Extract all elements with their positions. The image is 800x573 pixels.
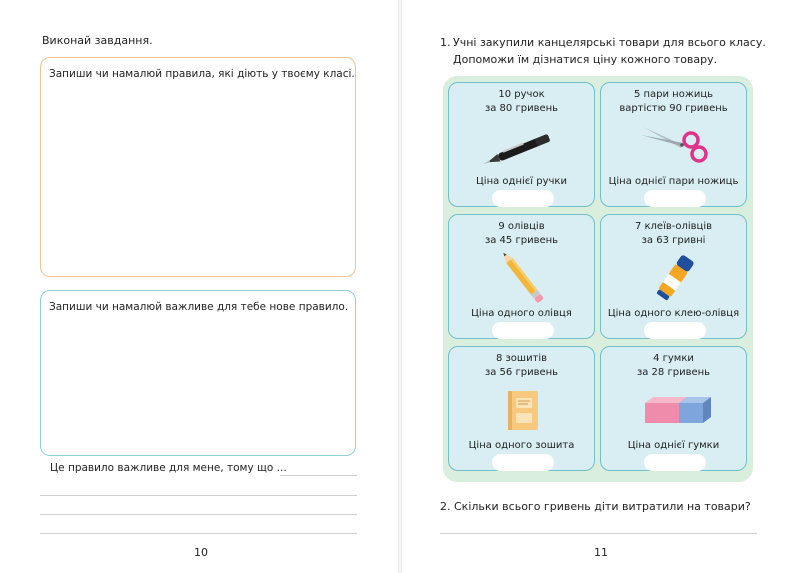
question-1-number: 1. <box>440 36 451 49</box>
product-price: за 63 гривні <box>641 235 706 246</box>
product-caption: Ціна однієї пари ножиць <box>608 176 739 187</box>
product-caption: Ціна однієї ручки <box>476 176 567 187</box>
product-card-scissors <box>600 82 747 207</box>
product-quantity: 5 пари ножиць <box>633 89 714 100</box>
answer-field[interactable] <box>492 190 554 207</box>
product-card-glue-sticks <box>600 214 747 339</box>
product-card-notebooks <box>448 346 595 471</box>
product-price: за 28 гривень <box>636 367 711 378</box>
product-caption: Ціна одного зошита <box>468 440 575 451</box>
question-2-text: Скільки всього гривень діти витратили на товари? <box>454 500 751 513</box>
rules-drawing-box[interactable] <box>40 57 356 277</box>
new-rule-box-prompt: Запиши чи намалюй важливе для тебе нове правило. <box>49 301 349 313</box>
question-2-number: 2. <box>440 500 451 513</box>
because-prompt: Це правило важливе для мене, тому що ... <box>50 462 287 474</box>
product-price: за 45 гривень <box>484 235 559 246</box>
question-1 <box>440 34 766 68</box>
product-price: за 56 гривень <box>484 367 559 378</box>
question-2 <box>440 500 751 513</box>
product-quantity: 8 зошитів <box>495 353 548 364</box>
new-rule-drawing-box[interactable] <box>40 290 356 456</box>
page-number-right: 11 <box>594 546 608 559</box>
eraser-icon <box>601 347 748 442</box>
answer-line[interactable] <box>40 533 357 534</box>
question-1-line-2: Допоможи їм дізнатися ціну кожного товару. <box>453 53 718 66</box>
notebook-icon <box>449 347 596 442</box>
question-1-line-1: Учні закупили канцелярські товари для всього класу. <box>453 36 766 49</box>
pencil-icon <box>449 215 596 310</box>
product-card-erasers <box>600 346 747 471</box>
answer-field[interactable] <box>644 190 706 207</box>
glue-stick-icon <box>601 215 748 310</box>
product-caption: Ціна однієї гумки <box>627 440 720 451</box>
scissors-icon <box>601 83 748 178</box>
rules-box-prompt: Запиши чи намалюй правила, які діють у твоєму класі. <box>49 68 355 80</box>
answer-line[interactable] <box>40 514 357 515</box>
product-quantity: 9 олівців <box>498 221 545 232</box>
answer-field[interactable] <box>492 322 554 339</box>
product-caption: Ціна одного олівця <box>471 308 572 319</box>
answer-field[interactable] <box>644 322 706 339</box>
product-quantity: 10 ручок <box>498 89 545 100</box>
answer-field[interactable] <box>492 454 554 471</box>
pen-icon <box>449 83 596 178</box>
task-header: Виконай завдання. <box>42 34 153 47</box>
products-panel <box>443 76 753 482</box>
product-caption: Ціна одного клею-олівця <box>607 308 740 319</box>
answer-line[interactable] <box>40 495 357 496</box>
product-price: за 80 гривень <box>484 103 559 114</box>
product-card-pencils <box>448 214 595 339</box>
product-card-pens <box>448 82 595 207</box>
book-spine <box>398 0 402 573</box>
answer-field[interactable] <box>644 454 706 471</box>
page-number-left: 10 <box>194 546 208 559</box>
product-quantity: 4 гумки <box>653 353 694 364</box>
answer-line[interactable] <box>280 475 357 476</box>
answer-line[interactable] <box>440 533 757 534</box>
product-price: вартістю 90 гривень <box>619 103 728 114</box>
product-quantity: 7 клеїв-олівців <box>634 221 713 232</box>
